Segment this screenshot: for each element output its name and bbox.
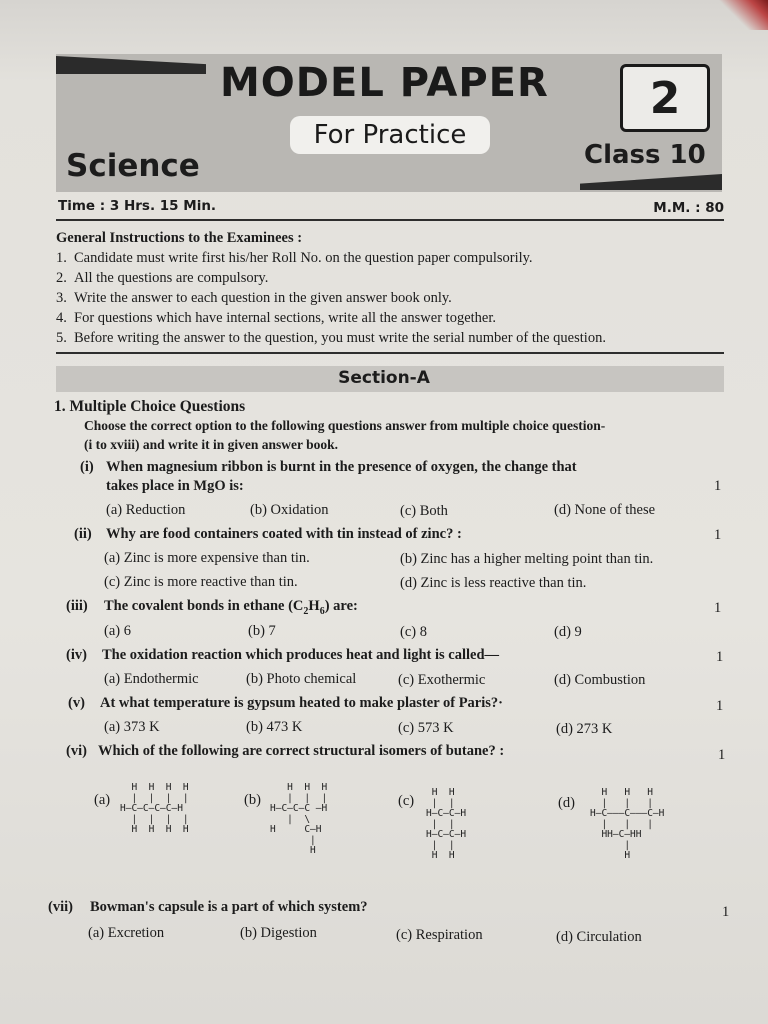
option: (c) 8 [400,624,427,640]
paper-number-box [620,64,710,132]
option: (c) Zinc is more reactive than tin. [104,574,298,590]
paper-title: MODEL PAPER [220,60,549,106]
instruction-item [56,288,724,308]
question-marks: 1 [716,698,724,714]
option: (a) 373 K [104,719,160,735]
structure-label: (a) [94,792,111,808]
structure-label: (b) [244,792,261,808]
instruction-item [56,268,724,288]
divider [56,219,724,221]
option: (a) Reduction [106,502,186,518]
option: (d) Combustion [554,672,646,688]
instruction-number: 2. [56,270,67,286]
option: (d) None of these [554,502,656,518]
instruction-number: 4. [56,310,67,326]
option: (c) 573 K [398,720,454,736]
option: (c) Both [400,503,448,519]
question-marks: 1 [714,527,722,543]
option: (a) 6 [104,623,131,639]
subtitle-badge [290,116,490,154]
question-text: Bowman's capsule is a part of which system? [90,899,368,915]
option: (a) Endothermic [104,671,199,687]
subject-title: Science [66,148,200,184]
question-number: (vi) [66,743,87,759]
divider [56,352,724,354]
structure-c: H H | | H—C—C—H | | H—C—C—H | | H H [426,787,467,861]
instruction-number: 3. [56,290,67,306]
question-marks: 1 [714,478,722,494]
q1-heading: 1. Multiple Choice Questions [54,398,246,415]
instruction-item [56,328,724,348]
question-text: takes place in MgO is: [106,478,244,494]
structure-label: (d) [558,795,575,811]
paper-number: 2 [649,72,681,124]
question-marks: 1 [718,747,726,763]
general-instructions [56,228,724,348]
instruction-number: 1. [56,250,67,266]
question-marks: 1 [716,649,724,665]
question-text: The oxidation reaction which produces heat and light is called— [102,647,500,663]
option: (b) 473 K [246,719,303,735]
structure-a: H H H H | | | | H—C—C—C—C—H | | | | H H H H [120,782,189,835]
time-marks-row [56,196,724,218]
question-number: (ii) [74,526,92,542]
question-marks: 1 [714,600,722,616]
question-number: (v) [68,695,85,711]
question-text: When magnesium ribbon is burnt in the presence of oxygen, the change that [106,459,577,475]
question-text: The covalent bonds in ethane $(C_2H_6)$ are: [104,598,358,617]
option: (b) Oxidation [250,502,329,518]
instruction-item [56,248,724,268]
instruction-number: 5. [56,330,67,346]
option: (d) Circulation [556,929,642,945]
class-label: Class 10 [584,140,706,170]
max-marks: M.M. : 80 [653,200,724,216]
question-text: Why are food containers coated with tin instead of zinc? : [106,526,462,542]
option: (c) Exothermic [398,672,486,688]
page-corner [708,0,768,30]
instruction-text: Candidate must write first his/her Roll No. on the question paper compulsorily. [74,250,533,266]
option: (d) Zinc is less reactive than tin. [400,575,587,591]
instruction-text: For questions which have internal sections, write all the answer together. [74,310,497,326]
question-number: (vii) [48,899,73,915]
structure-b: H H H | | | H—C—C—C —H | \ H C—H | H [270,782,328,856]
option: (c) Respiration [396,927,483,943]
option: (b) 7 [248,623,276,639]
time-allowed: Time : 3 Hrs. 15 Min. [58,198,217,214]
option: (d) 9 [554,624,582,640]
instruction-text: Write the answer to each question in the given answer book only. [74,290,452,306]
option: (d) 273 K [556,721,613,737]
option: (b) Zinc has a higher melting point than tin. [400,551,654,567]
option: (a) Excretion [88,925,165,941]
instructions-heading: General Instructions to the Examinees : [56,230,303,246]
structure-label: (c) [398,793,415,809]
option: (b) Photo chemical [246,671,357,687]
q1-instruction: Choose the correct option to the following questions answer from multiple choice question- [84,418,606,433]
option: (b) Digestion [240,925,317,941]
instruction-text: Before writing the answer to the question, you must write the serial number of the question. [74,330,606,346]
question-number: (iv) [66,647,87,663]
section-title: Section-A [338,368,430,388]
q1-instruction: (i to xviii) and write it in given answer book. [84,437,339,452]
subtitle-text: For Practice [313,120,467,150]
question-text: At what temperature is gypsum heated to make plaster of Paris?· [100,695,504,711]
option: (a) Zinc is more expensive than tin. [104,550,310,566]
question-text: Which of the following are correct structural isomers of butane? : [98,743,505,759]
question-number: (i) [80,459,94,475]
structure-d: H H H | | | H—C———C———C—H | | | HH—C—HH | H [590,787,665,861]
question-marks: 1 [722,904,730,920]
instruction-text: All the questions are compulsory. [74,270,269,286]
instruction-item [56,308,724,328]
question-number: (iii) [66,598,88,614]
